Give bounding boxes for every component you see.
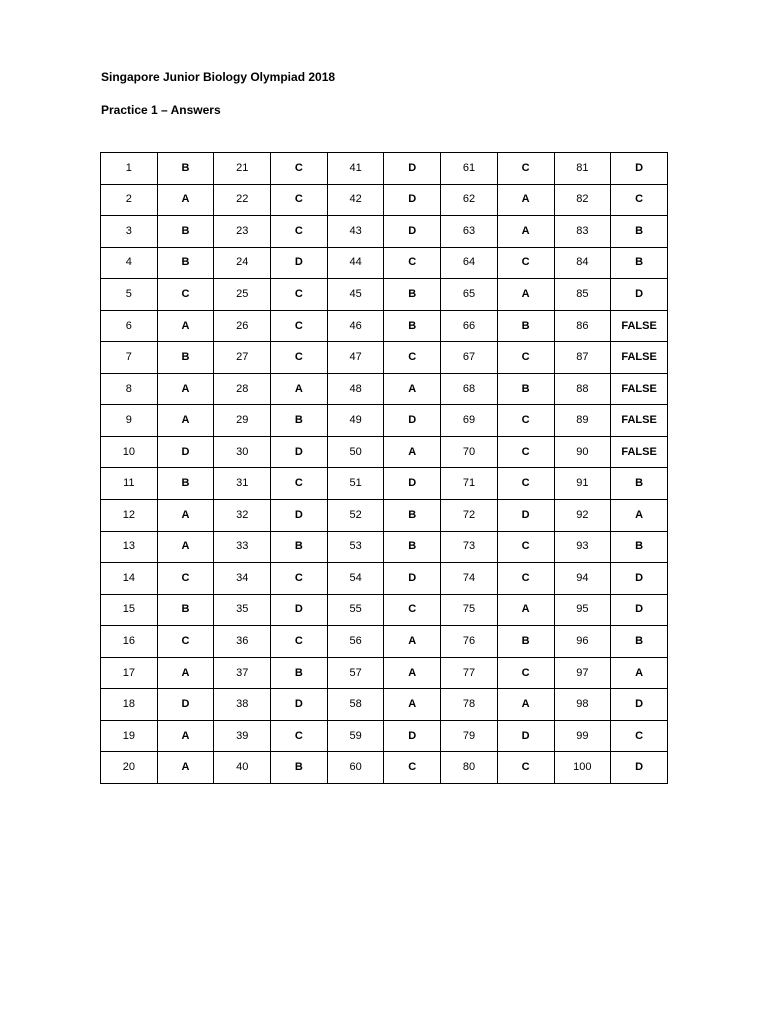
answer-cell: D [271, 594, 328, 626]
answer-cell: A [497, 594, 554, 626]
question-number-cell: 42 [327, 184, 384, 216]
answer-cell: A [384, 689, 441, 721]
answer-cell: C [271, 342, 328, 374]
answer-cell: C [497, 657, 554, 689]
answer-cell: B [157, 468, 214, 500]
answer-cell: A [611, 500, 668, 532]
answer-cell: C [271, 184, 328, 216]
answer-cell: A [157, 720, 214, 752]
question-number-cell: 100 [554, 752, 611, 784]
question-number-cell: 87 [554, 342, 611, 374]
question-number-cell: 41 [327, 153, 384, 185]
question-number-cell: 25 [214, 279, 271, 311]
answer-cell: B [611, 247, 668, 279]
question-number-cell: 10 [101, 436, 158, 468]
question-number-cell: 2 [101, 184, 158, 216]
question-number-cell: 54 [327, 563, 384, 595]
question-number-cell: 65 [441, 279, 498, 311]
answer-cell: B [271, 657, 328, 689]
answer-cell: D [611, 279, 668, 311]
table-row [101, 531, 668, 563]
answer-cell: B [157, 153, 214, 185]
table-row [101, 342, 668, 374]
question-number-cell: 62 [441, 184, 498, 216]
question-number-cell: 22 [214, 184, 271, 216]
question-number-cell: 15 [101, 594, 158, 626]
question-number-cell: 52 [327, 500, 384, 532]
question-number-cell: 94 [554, 563, 611, 595]
answer-cell: B [271, 531, 328, 563]
question-number-cell: 20 [101, 752, 158, 784]
answer-cell: B [497, 310, 554, 342]
answer-cell: A [497, 216, 554, 248]
answer-cell: C [497, 468, 554, 500]
answer-cell: C [384, 752, 441, 784]
question-number-cell: 14 [101, 563, 158, 595]
answer-cell: C [271, 468, 328, 500]
question-number-cell: 81 [554, 153, 611, 185]
answer-cell: D [611, 752, 668, 784]
question-number-cell: 50 [327, 436, 384, 468]
answer-cell: C [271, 279, 328, 311]
answer-cell: A [497, 689, 554, 721]
answer-cell: D [271, 436, 328, 468]
question-number-cell: 66 [441, 310, 498, 342]
question-number-cell: 57 [327, 657, 384, 689]
document-subtitle: Practice 1 – Answers [101, 103, 221, 117]
answer-cell: C [497, 563, 554, 595]
question-number-cell: 26 [214, 310, 271, 342]
answer-cell: A [271, 373, 328, 405]
question-number-cell: 89 [554, 405, 611, 437]
table-row [101, 153, 668, 185]
answer-cell: D [384, 405, 441, 437]
question-number-cell: 79 [441, 720, 498, 752]
answer-cell: C [271, 310, 328, 342]
answer-cell: A [497, 279, 554, 311]
table-row [101, 657, 668, 689]
answer-cell: D [384, 153, 441, 185]
table-row [101, 247, 668, 279]
question-number-cell: 19 [101, 720, 158, 752]
question-number-cell: 13 [101, 531, 158, 563]
answer-cell: B [384, 500, 441, 532]
question-number-cell: 3 [101, 216, 158, 248]
answer-cell: A [384, 626, 441, 658]
answer-cell: D [384, 216, 441, 248]
question-number-cell: 45 [327, 279, 384, 311]
question-number-cell: 43 [327, 216, 384, 248]
answer-cell: D [384, 184, 441, 216]
question-number-cell: 16 [101, 626, 158, 658]
question-number-cell: 56 [327, 626, 384, 658]
answer-cell: A [384, 657, 441, 689]
answer-cell: D [497, 720, 554, 752]
question-number-cell: 9 [101, 405, 158, 437]
question-number-cell: 88 [554, 373, 611, 405]
answer-cell: B [611, 216, 668, 248]
answer-cell: D [611, 689, 668, 721]
question-number-cell: 74 [441, 563, 498, 595]
question-number-cell: 59 [327, 720, 384, 752]
answer-cell: A [384, 436, 441, 468]
question-number-cell: 76 [441, 626, 498, 658]
question-number-cell: 72 [441, 500, 498, 532]
answer-cell: A [157, 500, 214, 532]
answer-cell: D [384, 720, 441, 752]
answer-cell: D [611, 563, 668, 595]
answer-cell: C [497, 531, 554, 563]
answer-cell: C [384, 247, 441, 279]
question-number-cell: 53 [327, 531, 384, 563]
answer-key-body [101, 153, 668, 784]
question-number-cell: 83 [554, 216, 611, 248]
question-number-cell: 31 [214, 468, 271, 500]
question-number-cell: 80 [441, 752, 498, 784]
question-number-cell: 40 [214, 752, 271, 784]
question-number-cell: 38 [214, 689, 271, 721]
question-number-cell: 69 [441, 405, 498, 437]
answer-cell: A [384, 373, 441, 405]
question-number-cell: 71 [441, 468, 498, 500]
table-row [101, 563, 668, 595]
question-number-cell: 63 [441, 216, 498, 248]
question-number-cell: 60 [327, 752, 384, 784]
question-number-cell: 34 [214, 563, 271, 595]
question-number-cell: 32 [214, 500, 271, 532]
answer-cell: C [497, 342, 554, 374]
answer-cell: C [497, 405, 554, 437]
table-row [101, 468, 668, 500]
question-number-cell: 5 [101, 279, 158, 311]
answer-cell: C [384, 594, 441, 626]
question-number-cell: 58 [327, 689, 384, 721]
question-number-cell: 51 [327, 468, 384, 500]
table-row [101, 626, 668, 658]
question-number-cell: 75 [441, 594, 498, 626]
answer-cell: D [611, 594, 668, 626]
answer-cell: C [497, 436, 554, 468]
answer-cell: C [611, 720, 668, 752]
question-number-cell: 11 [101, 468, 158, 500]
question-number-cell: 8 [101, 373, 158, 405]
question-number-cell: 77 [441, 657, 498, 689]
question-number-cell: 67 [441, 342, 498, 374]
question-number-cell: 24 [214, 247, 271, 279]
table-row [101, 310, 668, 342]
table-row [101, 373, 668, 405]
question-number-cell: 92 [554, 500, 611, 532]
answer-cell: B [611, 626, 668, 658]
answer-cell: B [611, 468, 668, 500]
question-number-cell: 96 [554, 626, 611, 658]
question-number-cell: 36 [214, 626, 271, 658]
question-number-cell: 48 [327, 373, 384, 405]
question-number-cell: 70 [441, 436, 498, 468]
document-title: Singapore Junior Biology Olympiad 2018 [101, 70, 336, 84]
answer-cell: B [384, 531, 441, 563]
answer-cell: D [384, 563, 441, 595]
question-number-cell: 78 [441, 689, 498, 721]
question-number-cell: 73 [441, 531, 498, 563]
answer-cell: B [271, 752, 328, 784]
question-number-cell: 47 [327, 342, 384, 374]
question-number-cell: 12 [101, 500, 158, 532]
question-number-cell: 68 [441, 373, 498, 405]
question-number-cell: 28 [214, 373, 271, 405]
answer-cell: B [157, 594, 214, 626]
table-row [101, 594, 668, 626]
table-row [101, 216, 668, 248]
answer-cell: A [497, 184, 554, 216]
answer-cell: C [271, 626, 328, 658]
answer-cell: D [271, 500, 328, 532]
answer-cell: A [157, 184, 214, 216]
question-number-cell: 39 [214, 720, 271, 752]
answer-cell: B [384, 310, 441, 342]
question-number-cell: 99 [554, 720, 611, 752]
answer-cell: C [497, 247, 554, 279]
table-row [101, 405, 668, 437]
question-number-cell: 93 [554, 531, 611, 563]
question-number-cell: 44 [327, 247, 384, 279]
answer-cell: FALSE [611, 405, 668, 437]
question-number-cell: 23 [214, 216, 271, 248]
question-number-cell: 46 [327, 310, 384, 342]
answer-cell: B [157, 247, 214, 279]
answer-cell: D [384, 468, 441, 500]
table-row [101, 436, 668, 468]
answer-cell: A [157, 657, 214, 689]
answer-cell: C [157, 563, 214, 595]
answer-cell: FALSE [611, 436, 668, 468]
question-number-cell: 61 [441, 153, 498, 185]
answer-cell: C [157, 279, 214, 311]
answer-cell: D [611, 153, 668, 185]
question-number-cell: 37 [214, 657, 271, 689]
question-number-cell: 7 [101, 342, 158, 374]
question-number-cell: 21 [214, 153, 271, 185]
answer-cell: B [271, 405, 328, 437]
question-number-cell: 29 [214, 405, 271, 437]
table-row [101, 752, 668, 784]
question-number-cell: 33 [214, 531, 271, 563]
answer-cell: D [497, 500, 554, 532]
question-number-cell: 17 [101, 657, 158, 689]
question-number-cell: 91 [554, 468, 611, 500]
table-row [101, 184, 668, 216]
question-number-cell: 6 [101, 310, 158, 342]
answer-cell: C [271, 153, 328, 185]
answer-cell: B [611, 531, 668, 563]
answer-cell: B [497, 373, 554, 405]
answer-cell: C [384, 342, 441, 374]
table-row [101, 279, 668, 311]
question-number-cell: 85 [554, 279, 611, 311]
table-row [101, 689, 668, 721]
answer-cell: A [157, 752, 214, 784]
answer-cell: B [157, 342, 214, 374]
answer-cell: C [611, 184, 668, 216]
question-number-cell: 84 [554, 247, 611, 279]
answer-cell: C [497, 752, 554, 784]
question-number-cell: 98 [554, 689, 611, 721]
question-number-cell: 27 [214, 342, 271, 374]
question-number-cell: 82 [554, 184, 611, 216]
answer-cell: A [157, 405, 214, 437]
question-number-cell: 86 [554, 310, 611, 342]
answer-cell: A [157, 531, 214, 563]
table-row [101, 500, 668, 532]
answer-cell: FALSE [611, 373, 668, 405]
answer-cell: B [497, 626, 554, 658]
question-number-cell: 18 [101, 689, 158, 721]
answer-key-table [100, 152, 668, 784]
answer-cell: D [157, 436, 214, 468]
answer-cell: A [611, 657, 668, 689]
answer-cell: D [271, 689, 328, 721]
answer-cell: C [497, 153, 554, 185]
question-number-cell: 4 [101, 247, 158, 279]
answer-cell: C [271, 563, 328, 595]
question-number-cell: 30 [214, 436, 271, 468]
answer-cell: FALSE [611, 310, 668, 342]
question-number-cell: 49 [327, 405, 384, 437]
question-number-cell: 95 [554, 594, 611, 626]
answer-cell: C [271, 720, 328, 752]
answer-cell: A [157, 373, 214, 405]
answer-cell: B [384, 279, 441, 311]
question-number-cell: 1 [101, 153, 158, 185]
question-number-cell: 97 [554, 657, 611, 689]
answer-cell: C [157, 626, 214, 658]
answer-cell: B [157, 216, 214, 248]
answer-cell: FALSE [611, 342, 668, 374]
answer-cell: C [271, 216, 328, 248]
table-row [101, 720, 668, 752]
answer-cell: A [157, 310, 214, 342]
answer-cell: D [157, 689, 214, 721]
answer-cell: D [271, 247, 328, 279]
question-number-cell: 90 [554, 436, 611, 468]
question-number-cell: 55 [327, 594, 384, 626]
question-number-cell: 35 [214, 594, 271, 626]
question-number-cell: 64 [441, 247, 498, 279]
